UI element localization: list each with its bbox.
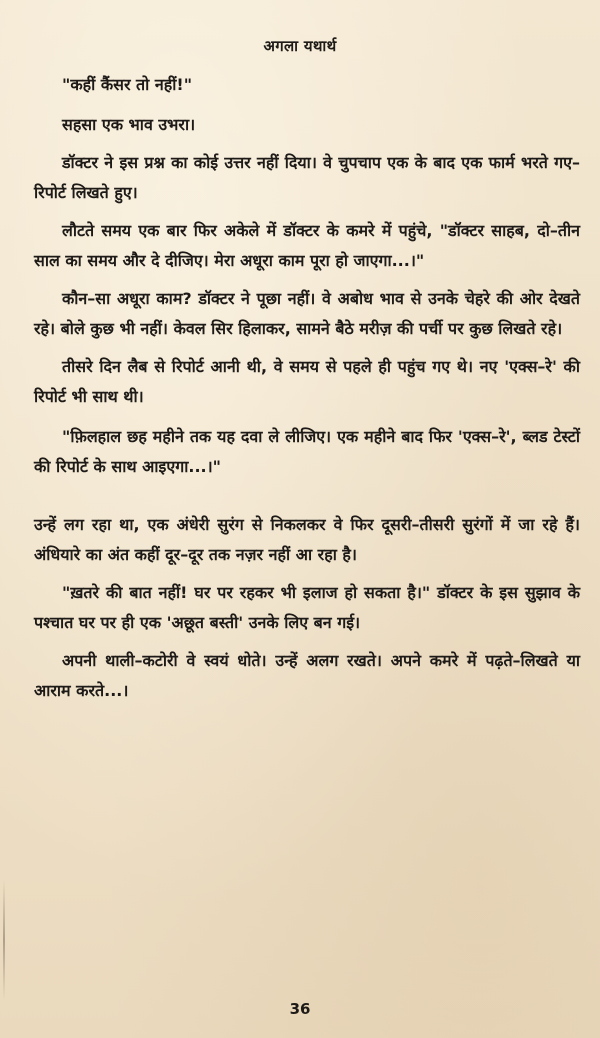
paragraph-10: अपनी थाली–कटोरी वे स्वयं धोते। उन्हें अलग रखते। अपने कमरे में पढ़ते–लिखते या आराम करते...। (34, 651, 580, 700)
paragraph-4: लौटते समय एक बार फिर अकेले में डॉक्टर के कमरे में पहुंचे, "डॉक्टर साहब, दो–तीन साल का समय और दे दीजिए। मेरा अधूरा काम पूरा हो जाएगा...।" (34, 221, 580, 270)
paragraph-7: "फ़िलहाल छह महीने तक यह दवा ले लीजिए। एक महीने बाद फिर 'एक्स–रे', ब्लड टेस्टों की रिपोर्ट के साथ आइएगा...।" (34, 427, 580, 476)
paragraph-6: तीसरे दिन लैब से रिपोर्ट आनी थी, वे समय से पहले ही पहुंच गए थे। नए 'एक्स–रे' की रिपोर्ट भी साथ थी। (34, 357, 580, 406)
page-number: 36 (289, 1000, 311, 1018)
paragraph-5: कौन–सा अधूरा काम? डॉक्टर ने पूछा नहीं। वे अबोध भाव से उनके चेहरे की ओर देखते रहे। बोले कुछ भी नहीं। केवल सिर हिलाकर, सामने बैठे मरीज़ की पर्ची पर कुछ लिखते रहे। (34, 289, 580, 338)
paragraph-8: उन्हें लग रहा था, एक अंधेरी सुरंग से निकलकर वे फिर दूसरी–तीसरी सुरंगों में जा रहे हैं। अंधियारे का अंत कहीं दूर–दूर तक नज़र नहीं आ रहा है। (34, 515, 580, 564)
paragraph-2: सहसा एक भाव उभरा। (62, 115, 196, 134)
running-header: अगला यथार्थ (263, 37, 337, 55)
page-text (34, 70, 580, 706)
paragraph-3: डॉक्टर ने इस प्रश्न का कोई उत्तर नहीं दिया। वे चुपचाप एक के बाद एक फार्म भरते गए–रिपोर्ट लिखते हुए। (34, 153, 580, 202)
page-edge-mark (3, 880, 5, 1000)
paragraph-9: "ख़तरे की बात नहीं! घर पर रहकर भी इलाज हो सकता है।" डॉक्टर के इस सुझाव के पश्चात घर पर ही एक 'अछूत बस्ती' उनके लिए बन गई। (34, 583, 580, 632)
paragraph-1: "कहीं कैंसर तो नहीं!" (62, 75, 193, 94)
